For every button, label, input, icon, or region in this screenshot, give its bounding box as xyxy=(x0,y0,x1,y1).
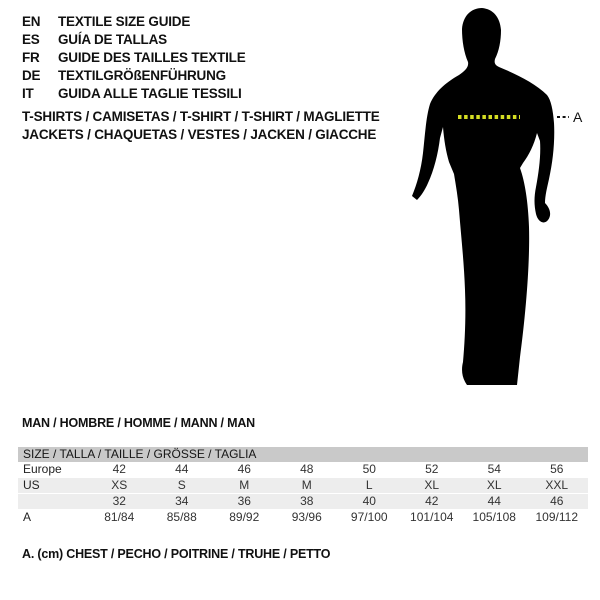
section-title-man: MAN / HOMBRE / HOMME / MANN / MAN xyxy=(22,416,255,430)
table-cell: XL xyxy=(486,478,502,492)
garment-categories xyxy=(22,108,380,143)
table-cell: 38 xyxy=(300,494,314,508)
table-cell: 42 xyxy=(425,494,439,508)
table-cell: L xyxy=(365,478,373,492)
language-code: IT xyxy=(22,86,34,101)
table-cell: 81/84 xyxy=(104,510,135,524)
language-label: GUIDE DES TAILLES TEXTILE xyxy=(58,50,246,65)
table-cell: 89/92 xyxy=(229,510,260,524)
table-cell: 44 xyxy=(175,462,189,476)
language-code: FR xyxy=(22,50,40,65)
size-table xyxy=(18,447,588,526)
language-code: EN xyxy=(22,14,41,29)
measurement-figure xyxy=(400,0,600,400)
table-cell: 32 xyxy=(112,494,126,508)
man-silhouette xyxy=(400,0,600,400)
language-row xyxy=(22,13,246,31)
row-label: A xyxy=(23,510,32,524)
chest-footnote: A. (cm) CHEST / PECHO / POITRINE / TRUHE / PETTO xyxy=(22,547,331,561)
table-cell: 46 xyxy=(550,494,564,508)
table-row-us-numeric xyxy=(18,494,588,510)
table-cell: 44 xyxy=(487,494,501,508)
language-code: DE xyxy=(22,68,41,83)
table-cell: M xyxy=(239,478,250,492)
language-label: TEXTILGRÖßENFÜHRUNG xyxy=(58,68,226,83)
table-cell: 52 xyxy=(425,462,439,476)
table-cell: 109/112 xyxy=(535,510,578,524)
table-cell: 101/104 xyxy=(410,510,454,524)
table-cell: XXL xyxy=(545,478,569,492)
table-cell: 42 xyxy=(112,462,126,476)
table-cell: 48 xyxy=(300,462,314,476)
category-tshirts: T-SHIRTS / CAMISETAS / T-SHIRT / T-SHIRT / MAGLIETTE xyxy=(22,109,380,124)
table-cell: 46 xyxy=(237,462,251,476)
table-cell: 56 xyxy=(550,462,564,476)
table-cell: XS xyxy=(111,478,128,492)
language-row xyxy=(22,85,246,103)
row-label xyxy=(18,494,88,509)
language-list xyxy=(22,13,246,103)
table-row-europe xyxy=(18,462,588,478)
measure-label-a: A xyxy=(573,109,583,125)
table-cell: XL xyxy=(424,478,440,492)
row-label: US xyxy=(23,478,40,492)
language-code: ES xyxy=(22,32,40,47)
language-label: GUÍA DE TALLAS xyxy=(58,32,167,47)
table-cell: 50 xyxy=(362,462,376,476)
language-row xyxy=(22,31,246,49)
language-row xyxy=(22,49,246,67)
table-cell: 97/100 xyxy=(350,510,388,524)
language-label: TEXTILE SIZE GUIDE xyxy=(58,14,191,29)
table-cell: S xyxy=(177,478,186,492)
row-label: Europe xyxy=(23,462,62,476)
category-jackets: JACKETS / CHAQUETAS / VESTES / JACKEN / GIACCHE xyxy=(22,126,377,142)
table-row-chest-a xyxy=(18,510,588,526)
language-label: GUIDA ALLE TAGLIE TESSILI xyxy=(58,86,242,101)
size-table-header: SIZE / TALLA / TAILLE / GRÖSSE / TAGLIA xyxy=(18,447,588,462)
table-cell: 34 xyxy=(175,494,189,508)
table-cell: 105/108 xyxy=(472,510,516,524)
table-cell: 40 xyxy=(362,494,376,508)
table-cell: 36 xyxy=(237,494,251,508)
table-cell: 54 xyxy=(487,462,501,476)
table-row-us xyxy=(18,478,588,494)
table-cell: M xyxy=(301,478,312,492)
language-row xyxy=(22,67,246,85)
table-cell: 93/96 xyxy=(291,510,322,524)
man-silhouette-shape xyxy=(412,8,554,385)
table-cell: 85/88 xyxy=(166,510,197,524)
